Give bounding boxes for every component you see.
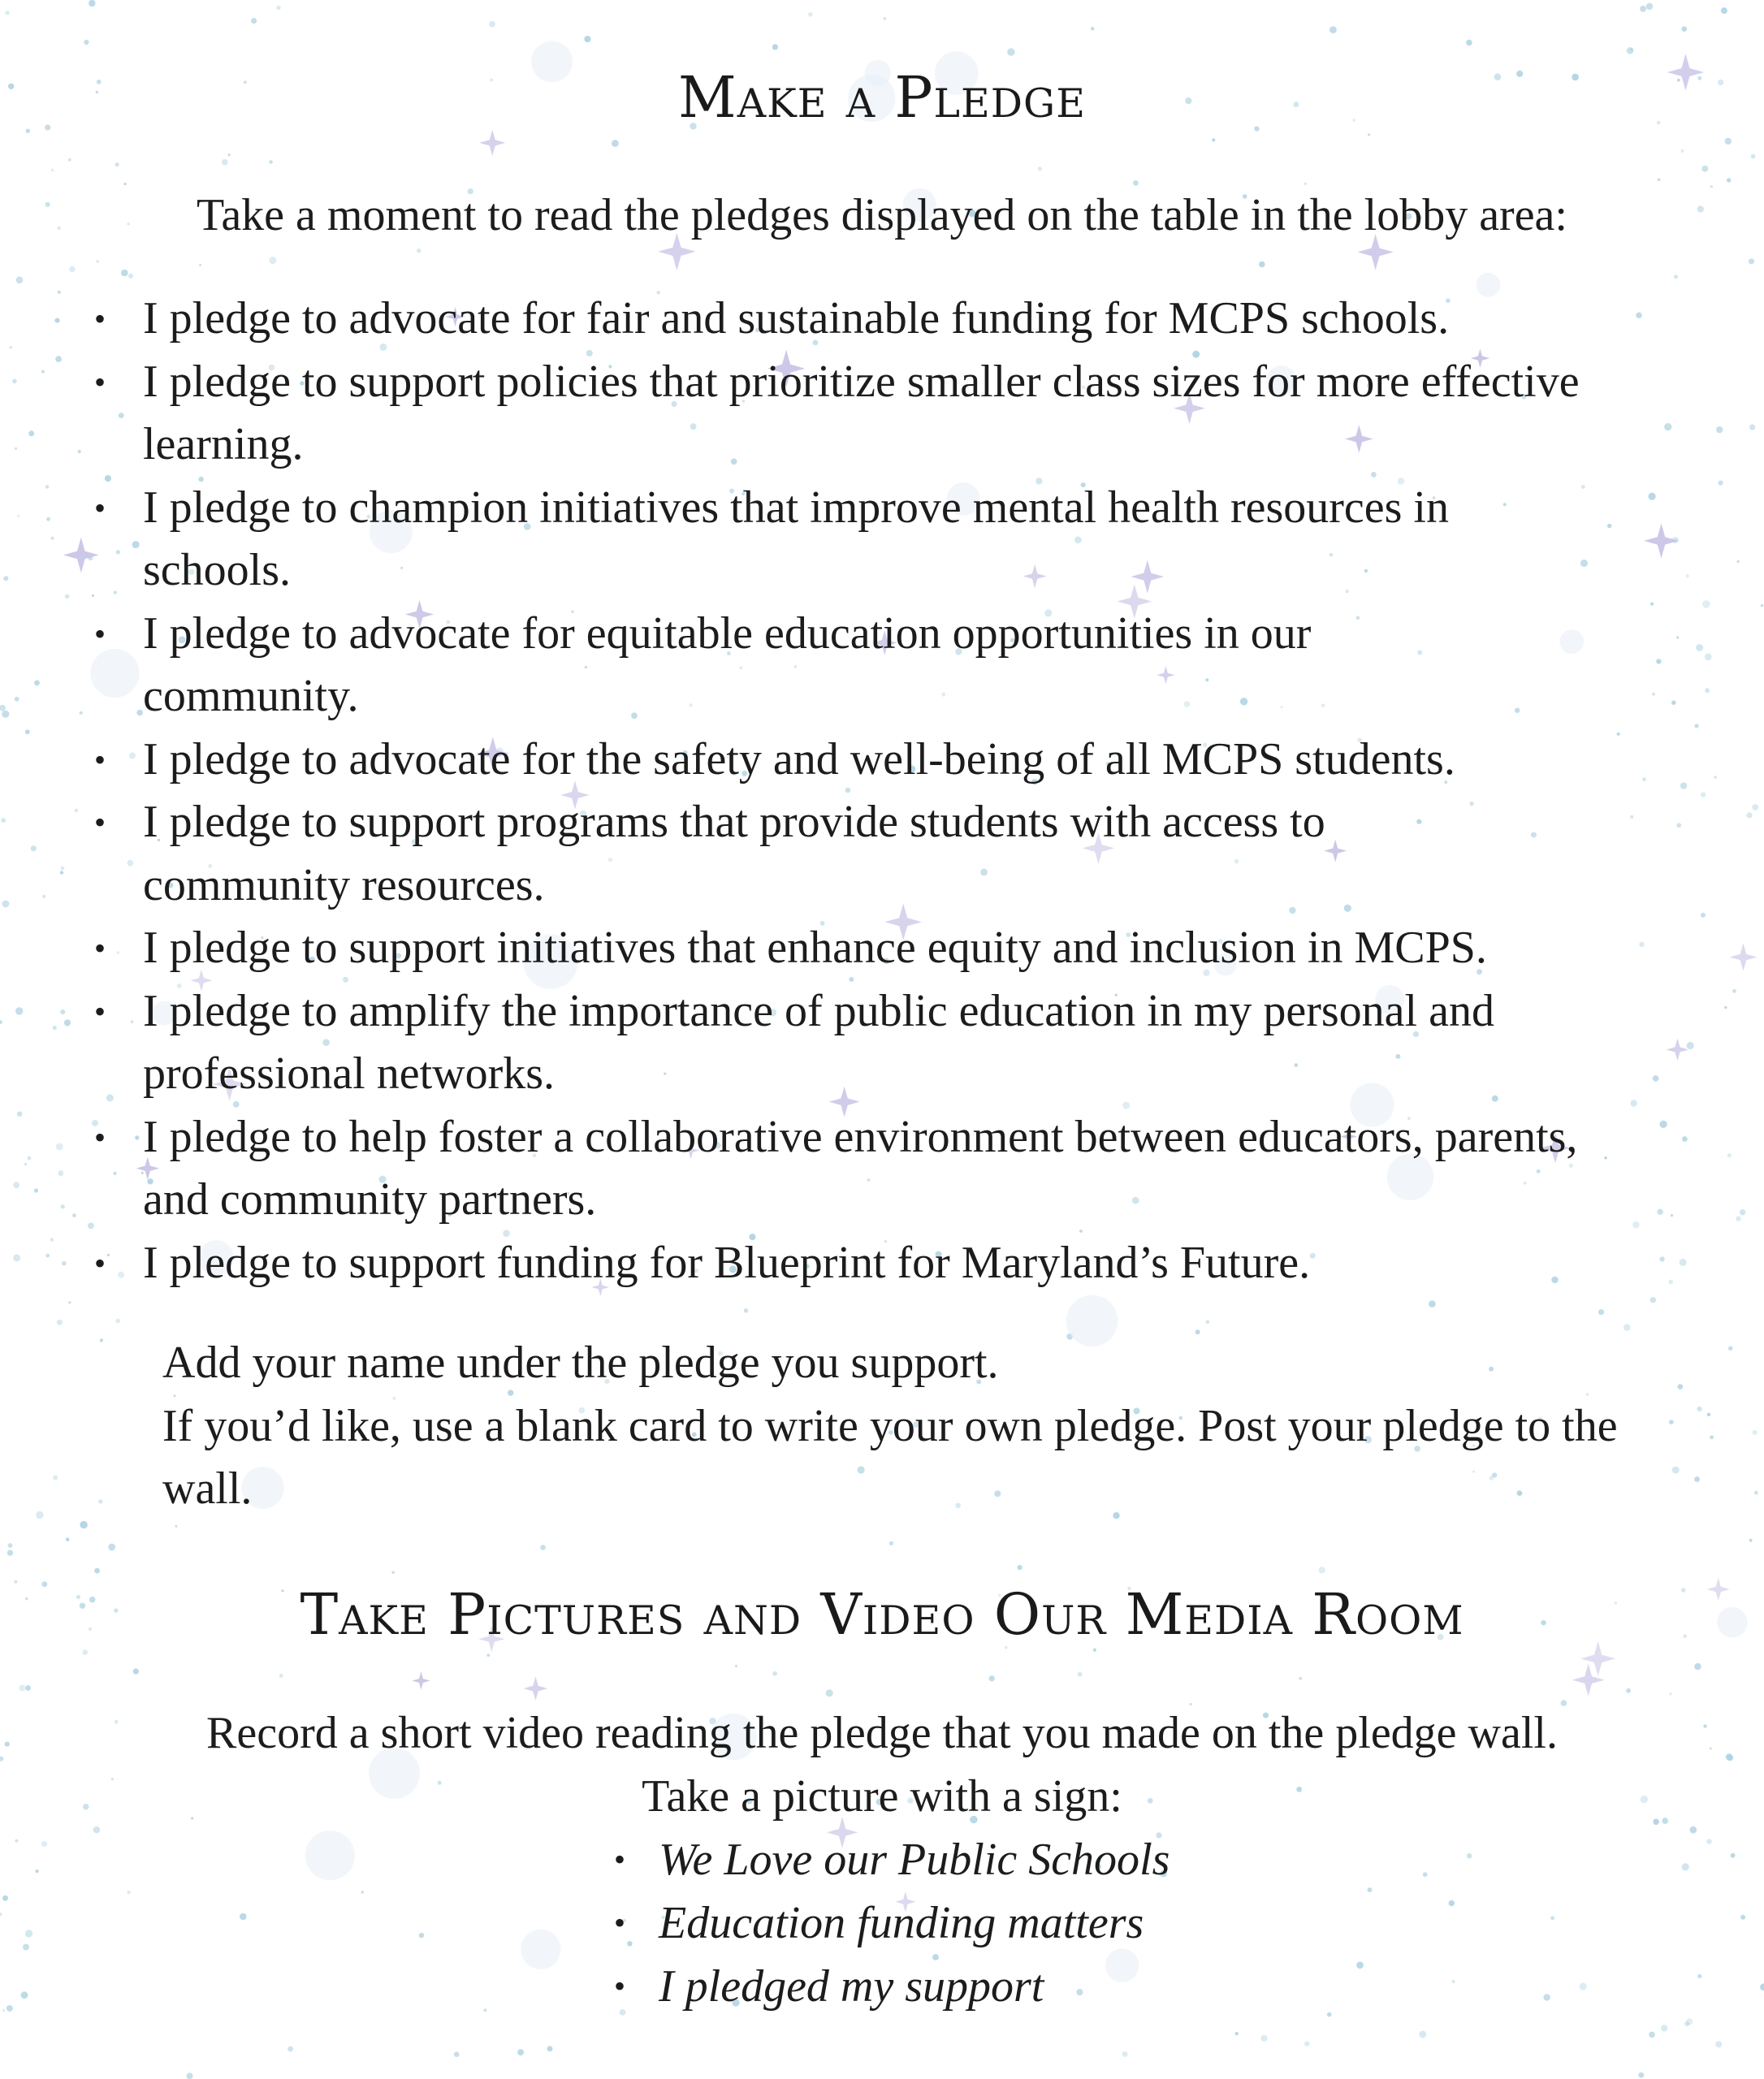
pledge-text: I pledge to support initiatives that enhance equity and inclusion in MCPS. <box>143 923 1487 973</box>
pledge-text: I pledge to advocate for fair and sustainable funding for MCPS schools. <box>143 293 1450 344</box>
bullet-icon: • <box>94 615 106 652</box>
pledge-text: I pledge to champion initiatives that improve mental health resources in schools. <box>143 482 1449 595</box>
pledge-text: I pledge to advocate for equitable education opportunities in our community. <box>143 607 1312 721</box>
bullet-icon: • <box>94 804 106 841</box>
pledge-item <box>94 980 1686 1106</box>
bullet-icon: • <box>94 300 106 337</box>
pledge-text: I pledge to support policies that prioritize smaller class sizes for more effective learning. <box>143 356 1580 469</box>
pledge-text: I pledge to advocate for the safety and well-being of all MCPS students. <box>143 733 1455 784</box>
pledge-item <box>94 1232 1686 1295</box>
pledge-instructions <box>162 1332 1673 1521</box>
bullet-icon: • <box>94 1118 106 1156</box>
record-video-text: Record a short video reading the pledge that you made on the pledge wall. <box>206 1708 1558 1758</box>
pledge-list <box>94 287 1686 1295</box>
bullet-icon: • <box>94 930 106 966</box>
pledge-item <box>94 1106 1686 1232</box>
sign-item <box>614 1955 1170 2018</box>
pledge-item <box>94 477 1686 603</box>
bullet-icon: • <box>614 1968 626 2004</box>
sign-text: I pledged my support <box>659 1961 1044 2012</box>
own-pledge-text: If you’d like, use a blank card to write your own pledge. Post your pledge to the wall. <box>162 1400 1618 1514</box>
pledge-item <box>94 351 1686 477</box>
pledge-text: I pledge to help foster a collaborative environment between educators, parents, and community partners. <box>143 1111 1578 1225</box>
pledge-item <box>94 917 1686 980</box>
pledge-intro: Take a moment to read the pledges displayed on the table in the lobby area: <box>197 190 1567 240</box>
bullet-icon: • <box>94 1244 106 1282</box>
sign-intro-text: Take a picture with a sign: <box>642 1771 1122 1822</box>
bullet-icon: • <box>94 992 106 1030</box>
pledge-text: I pledge to support funding for Blueprint for Maryland’s Future. <box>143 1237 1311 1288</box>
sign-text: We Love our Public Schools <box>659 1835 1170 1885</box>
bullet-icon: • <box>614 1904 626 1941</box>
pledge-item <box>94 603 1686 728</box>
bullet-icon: • <box>94 363 106 400</box>
bullet-icon: • <box>94 489 106 526</box>
pledge-text: I pledge to support programs that provide students with access to community resources. <box>143 797 1325 910</box>
pledge-item <box>94 287 1686 351</box>
bullet-icon: • <box>614 1841 626 1878</box>
sign-item <box>614 1891 1170 1955</box>
pledge-item <box>94 728 1686 792</box>
pledge-text: I pledge to amplify the importance of public education in my personal and professional networks. <box>143 985 1494 1099</box>
add-name-text: Add your name under the pledge you support. <box>162 1338 999 1388</box>
pledge-section-title: Make a Pledge <box>678 64 1086 131</box>
media-section-title: Take Pictures and Video Our Media Room <box>300 1581 1464 1648</box>
bullet-icon: • <box>94 741 106 778</box>
sign-list <box>614 1828 1170 2018</box>
pledge-item <box>94 791 1686 917</box>
sign-text: Education funding matters <box>659 1898 1144 1948</box>
sign-item <box>614 1828 1170 1891</box>
